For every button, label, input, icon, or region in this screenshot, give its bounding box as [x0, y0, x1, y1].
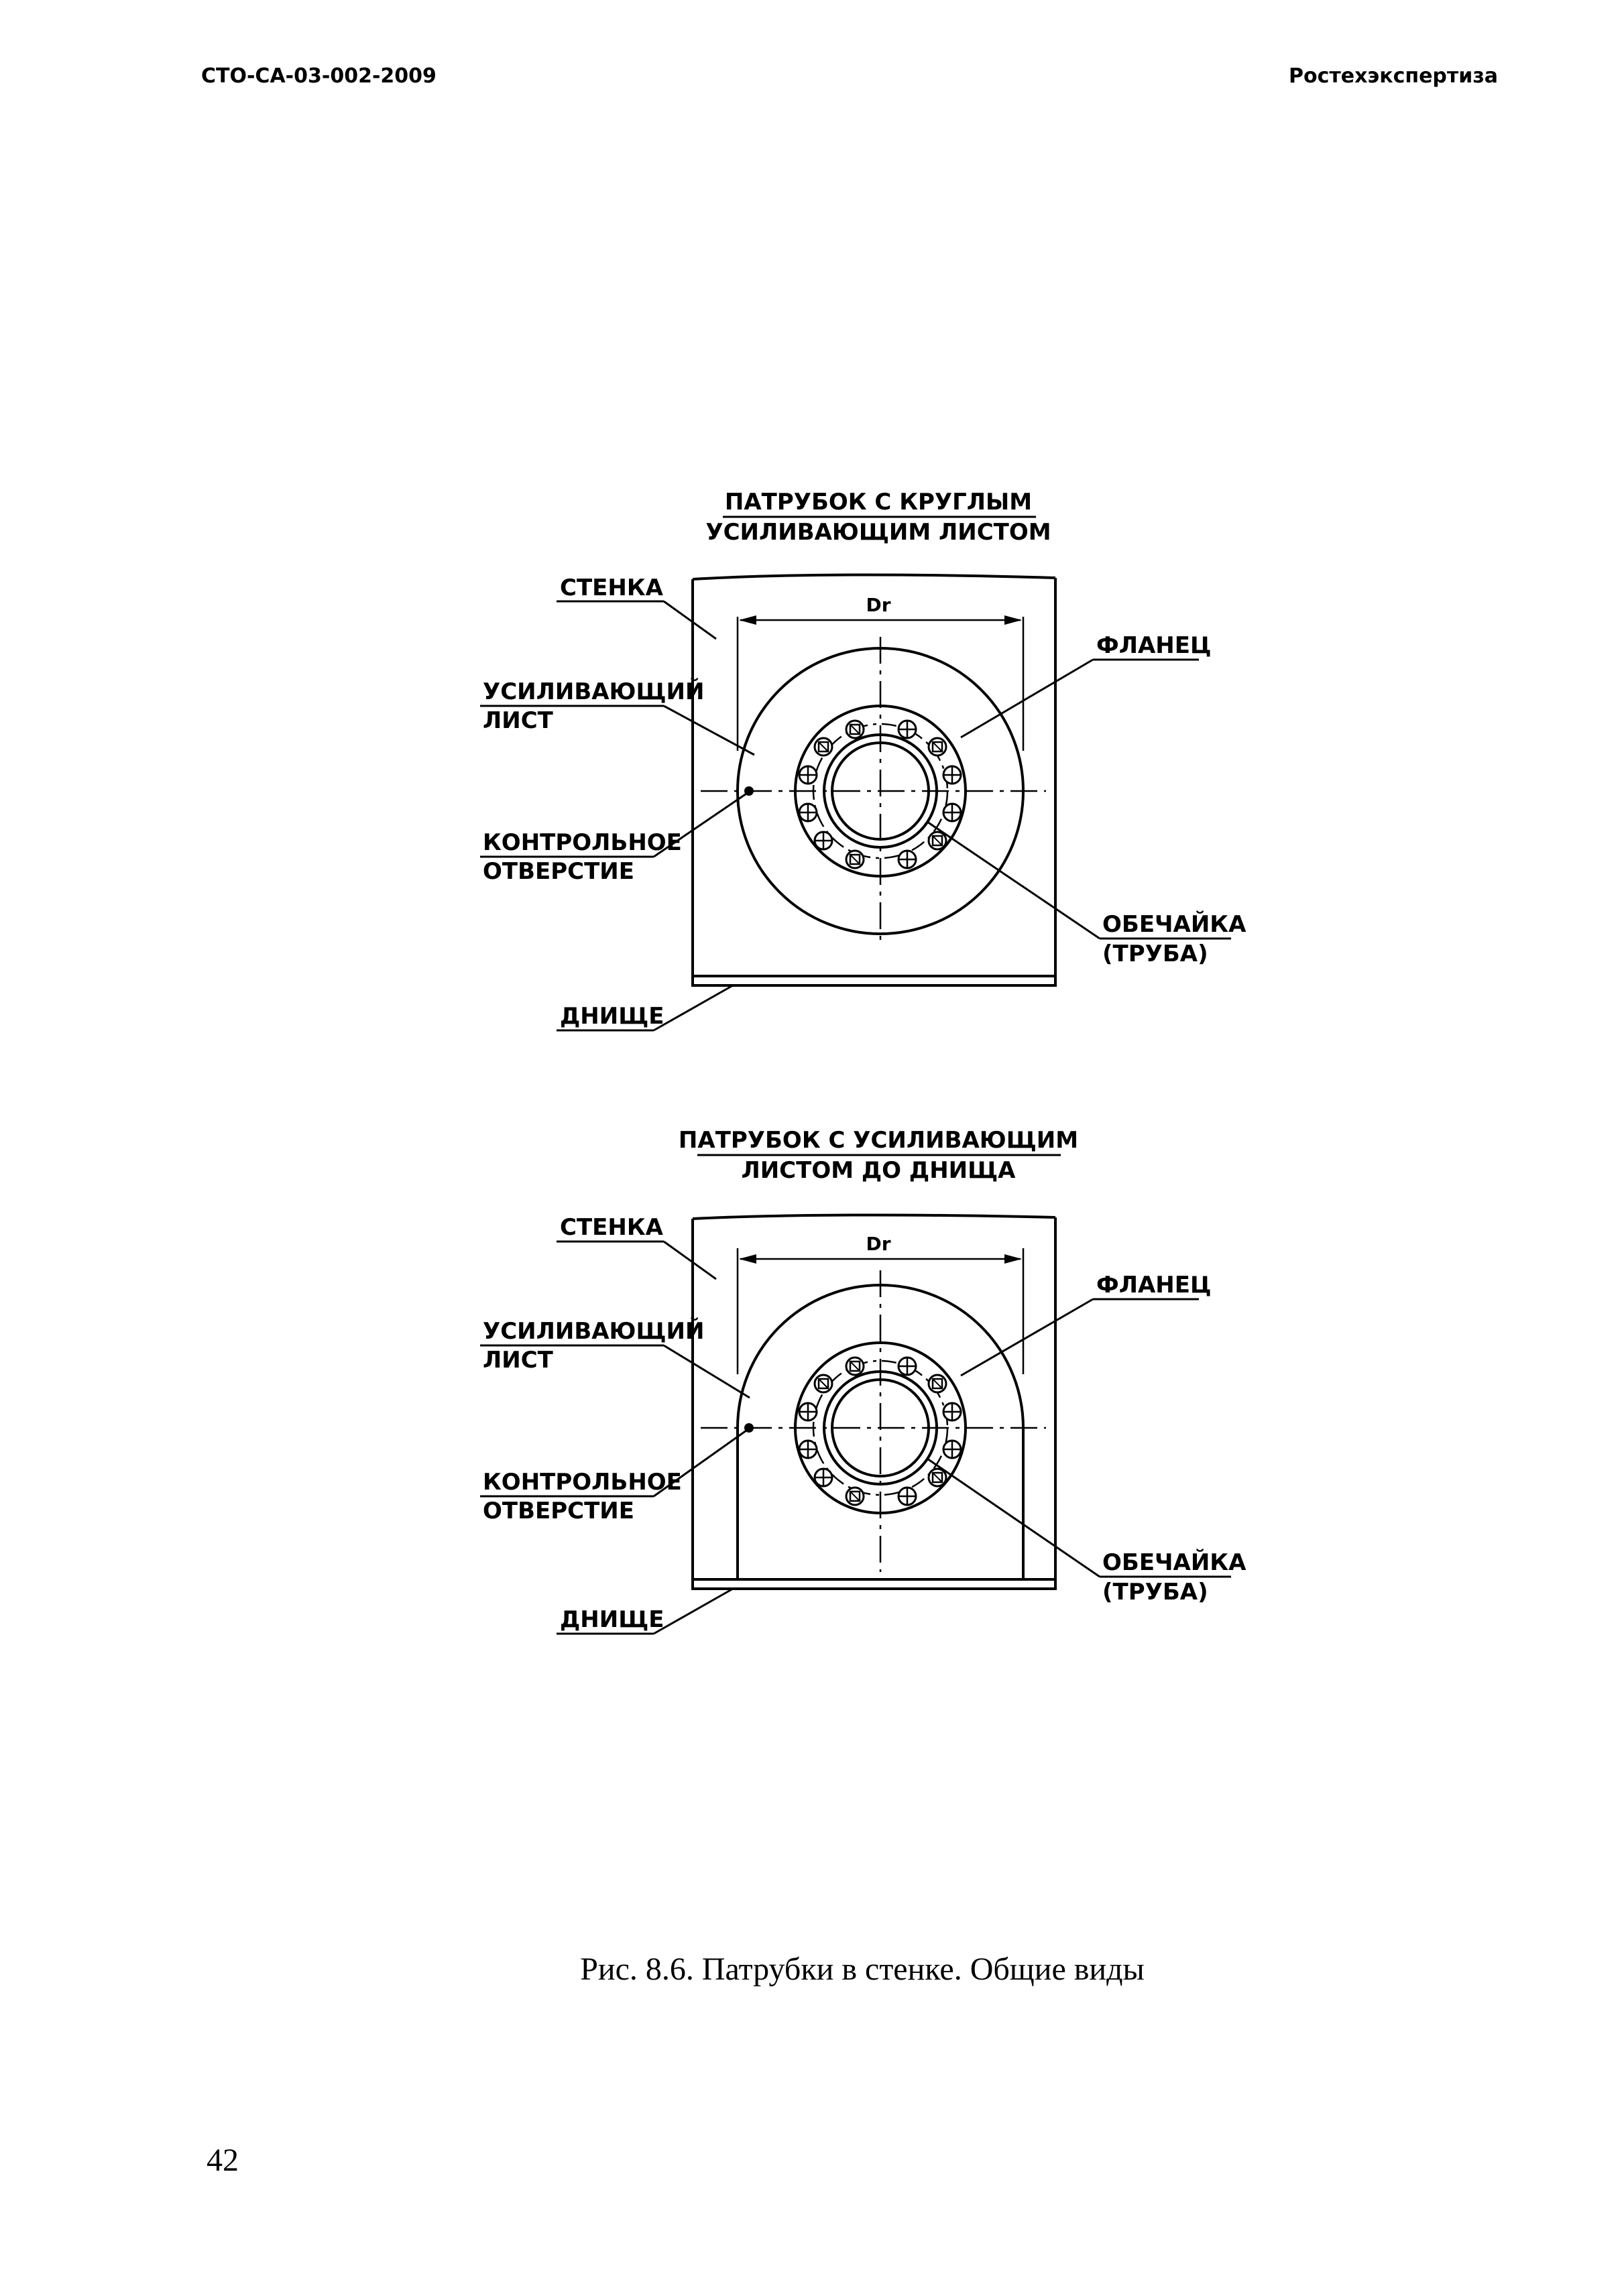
dimension-dr: Dr: [866, 594, 891, 616]
label-plate-line-1: УСИЛИВАЮЩИЙ: [483, 678, 705, 705]
bottom-plate: [693, 976, 1055, 985]
label-bottom: ДНИЩЕ: [560, 1606, 664, 1633]
dimension-dr: Dr: [866, 1233, 891, 1255]
label-bottom: ДНИЩЕ: [560, 1003, 664, 1030]
wall-top-break-line: [693, 1215, 1055, 1219]
wall-top-break-line: [693, 575, 1055, 579]
drawing-plate-to-bottom: [480, 1127, 1246, 1634]
label-plate-line-1: УСИЛИВАЮЩИЙ: [483, 1318, 705, 1345]
title-line-1: ПАТРУБОК С КРУГЛЫМ: [724, 489, 1033, 516]
label-shell-line-1: ОБЕЧАЙКА: [1102, 911, 1246, 938]
title-line-2: ЛИСТОМ ДО ДНИЩА: [741, 1157, 1016, 1184]
label-shell-line-2: (ТРУБА): [1102, 1579, 1208, 1606]
label-shell-line-2: (ТРУБА): [1102, 941, 1208, 967]
label-wall: СТЕНКА: [560, 575, 663, 601]
bottom-plate: [693, 1579, 1055, 1589]
label-hole-line-1: КОНТРОЛЬНОЕ: [483, 1469, 682, 1496]
label-wall: СТЕНКА: [560, 1214, 663, 1241]
document-code: СТО-СА-03-002-2009: [201, 64, 437, 88]
label-plate-line-2: ЛИСТ: [483, 1347, 553, 1374]
label-hole-line-1: КОНТРОЛЬНОЕ: [483, 829, 682, 856]
label-flange: ФЛАНЕЦ: [1096, 632, 1212, 659]
label-flange: ФЛАНЕЦ: [1096, 1272, 1212, 1298]
figure-caption: Рис. 8.6. Патрубки в стенке. Общие виды: [580, 1951, 1145, 1987]
label-plate-line-2: ЛИСТ: [483, 707, 553, 734]
page-number: 42: [207, 2142, 239, 2178]
label-shell-line-1: ОБЕЧАЙКА: [1102, 1549, 1246, 1576]
drawing-round-plate: [480, 489, 1246, 1030]
title-line-2: УСИЛИВАЮЩИМ ЛИСТОМ: [705, 519, 1051, 546]
title-line-1: ПАТРУБОК С УСИЛИВАЮЩИМ: [678, 1127, 1079, 1154]
label-hole-line-2: ОТВЕРСТИЕ: [483, 1498, 634, 1524]
publisher-name: Ростехэкспертиза: [1288, 64, 1498, 88]
label-hole-line-2: ОТВЕРСТИЕ: [483, 858, 634, 885]
